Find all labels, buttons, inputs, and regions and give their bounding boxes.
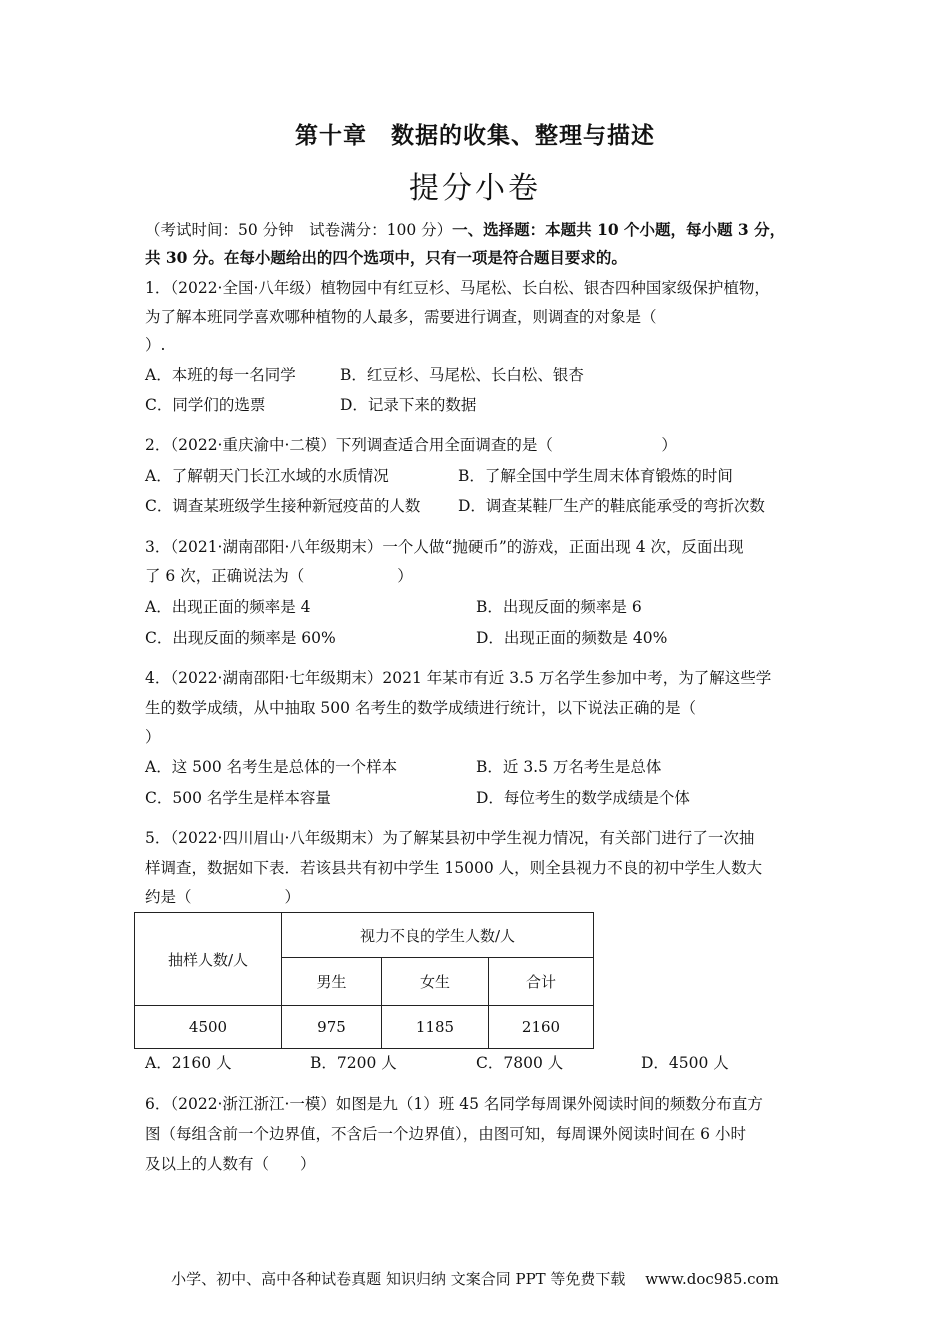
exam-info: （考试时间：50 分钟 试卷满分：100 分） [145, 221, 453, 239]
q5-line-1: 5．（2022·四川眉山·八年级期末）为了解某县初中学生视力情况，有关部门进行了一次抽 [145, 829, 755, 847]
q3-line-2: 了 6 次，正确说法为（ ） [145, 567, 413, 585]
intro-line-1 [145, 218, 785, 240]
table-cell-total: 2160 [489, 1006, 594, 1049]
q4-line-3: ） [145, 728, 161, 746]
q1-option-a: A．本班的每一名同学 [145, 366, 296, 384]
q3-option-d: D．出现正面的频数是 40% [476, 629, 668, 647]
q1-option-b: B．红豆杉、马尾松、长白松、银杏 [340, 366, 584, 384]
q4-option-c: C．500 名学生是样本容量 [145, 789, 331, 807]
section-heading-cont: 共 30 分。在每小题给出的四个选项中，只有一项是符合题目要求的。 [145, 248, 627, 267]
q3-option-a: A．出现正面的频率是 4 [145, 598, 311, 616]
footer-text: 小学、初中、高中各种试卷真题 知识归纳 文案合同 PPT 等免费下载 www.doc985.com [171, 1270, 779, 1288]
q3-option-b: B．出现反面的频率是 6 [476, 598, 642, 616]
table-header-girls: 女生 [382, 958, 489, 1006]
table-cell-sample: 4500 [135, 1006, 282, 1049]
q6-line-1: 6．（2022·浙江浙江·一模）如图是九（1）班 45 名同学每周课外阅读时间的频数分布直方 [145, 1095, 763, 1113]
q1-option-c: C．同学们的选票 [145, 396, 266, 414]
q6-line-3: 及以上的人数有（ ） [145, 1155, 316, 1173]
q4-line-1: 4．（2022·湖南邵阳·七年级期末）2021 年某市有近 3.5 万名学生参加中考，为了解这些学 [145, 669, 772, 687]
table-header-boys: 男生 [282, 958, 382, 1006]
table-header-sample: 抽样人数/人 [135, 913, 282, 1006]
table-header-total: 合计 [489, 958, 594, 1006]
table-cell-boys: 975 [282, 1006, 382, 1049]
q4-option-a: A．这 500 名考生是总体的一个样本 [145, 758, 398, 776]
paper-subtitle: 提分小卷 [409, 171, 541, 206]
q3-line-1: 3．（2021·湖南邵阳·八年级期末）一个人做“抛硬币”的游戏，正面出现 4 次，反面出现 [145, 538, 744, 556]
q5-line-3: 约是（ ） [145, 888, 301, 906]
q6-line-2: 图（每组含前一个边界值，不含后一个边界值），由图可知，每周课外阅读时间在 6 小时 [145, 1125, 746, 1143]
section-heading: 一、选择题：本题共 10 个小题，每小题 3 分， [452, 220, 786, 239]
q5-option-a: A．2160 人 [145, 1054, 232, 1072]
vision-survey-table [134, 912, 594, 1049]
q3-option-c: C．出现反面的频率是 60% [145, 629, 336, 647]
q1-option-d: D．记录下来的数据 [340, 396, 477, 414]
q2-option-c: C．调查某班级学生接种新冠疫苗的人数 [145, 497, 421, 515]
q2-option-b: B．了解全国中学生周末体育锻炼的时间 [458, 467, 733, 485]
q1-line-2: 为了解本班同学喜欢哪种植物的人最多，需要进行调查，则调查的对象是（ [145, 308, 657, 326]
q1-line-1: 1．（2022·全国·八年级）植物园中有红豆杉、马尾松、长白松、银杏四种国家级保护植物， [145, 279, 770, 297]
q2-line-1: 2．（2022·重庆渝中·二模）下列调查适合用全面调查的是（ ） [145, 436, 677, 454]
q4-option-d: D．每位考生的数学成绩是个体 [476, 789, 690, 807]
table-header-group: 视力不良的学生人数/人 [282, 913, 594, 958]
q4-option-b: B．近 3.5 万名考生是总体 [476, 758, 662, 776]
chapter-title: 第十章 数据的收集、整理与描述 [295, 122, 655, 149]
q5-option-b: B．7200 人 [310, 1054, 397, 1072]
q2-option-d: D．调查某鞋厂生产的鞋底能承受的弯折次数 [458, 497, 765, 515]
q5-option-c: C．7800 人 [476, 1054, 564, 1072]
q5-option-d: D．4500 人 [641, 1054, 729, 1072]
table-cell-girls: 1185 [382, 1006, 489, 1049]
q5-line-2: 样调查，数据如下表．若该县共有初中学生 15000 人，则全县视力不良的初中学生人数大 [145, 859, 763, 877]
q1-line-3: ）. [145, 336, 166, 354]
q2-option-a: A．了解朝天门长江水域的水质情况 [145, 467, 389, 485]
q4-line-2: 生的数学成绩，从中抽取 500 名考生的数学成绩进行统计，以下说法正确的是（ [145, 699, 696, 717]
